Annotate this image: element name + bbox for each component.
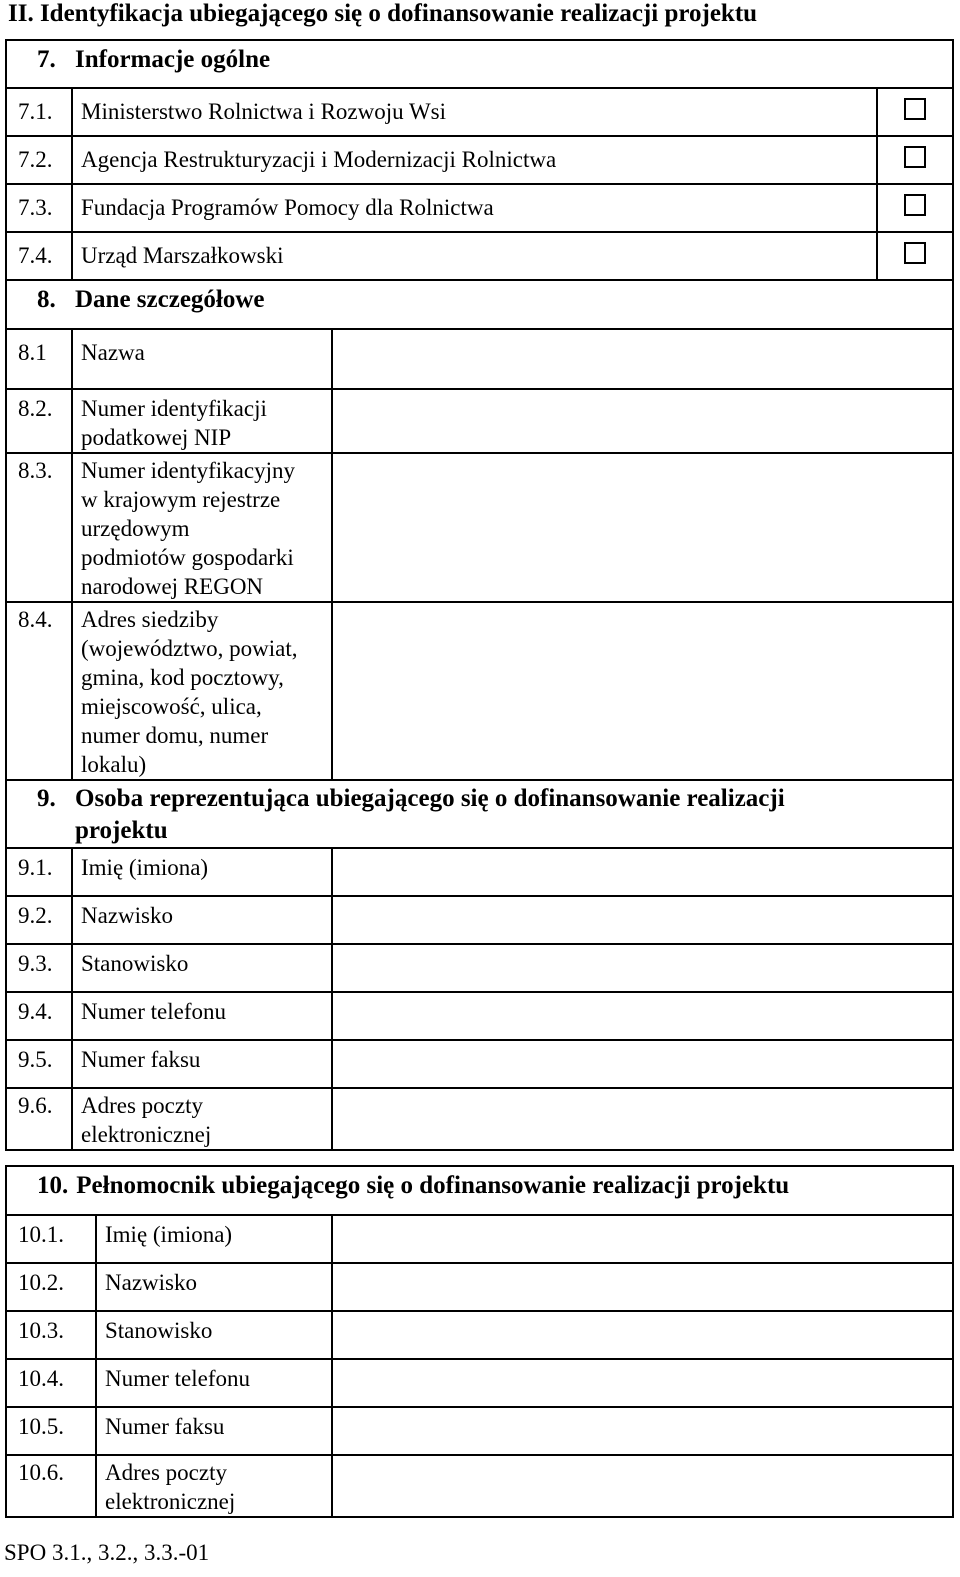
field-row bbox=[6, 453, 953, 602]
option-row bbox=[6, 136, 953, 184]
field-label: Numer telefonu bbox=[96, 1359, 332, 1407]
form-code-footer: SPO 3.1., 3.2., 3.3.-01 bbox=[4, 1540, 210, 1565]
item-number: 10.1. bbox=[6, 1215, 96, 1263]
field-row bbox=[6, 848, 953, 896]
item-number: 10.6. bbox=[6, 1455, 96, 1517]
option-row bbox=[6, 232, 953, 280]
item-number: 10.4. bbox=[6, 1359, 96, 1407]
nip-field[interactable] bbox=[332, 389, 953, 453]
item-number: 10.3. bbox=[6, 1311, 96, 1359]
checkbox-ministerstwo[interactable] bbox=[904, 98, 926, 120]
section-9-title bbox=[75, 783, 785, 847]
label-line: Adres poczty bbox=[81, 1093, 203, 1118]
item-number: 8.1 bbox=[6, 329, 72, 389]
label-line: podatkowej NIP bbox=[81, 425, 232, 450]
option-row bbox=[6, 88, 953, 136]
field-label: Stanowisko bbox=[96, 1311, 332, 1359]
stanowisko-field[interactable] bbox=[332, 944, 953, 992]
field-row bbox=[6, 1455, 953, 1517]
item-number: 8.2. bbox=[6, 389, 72, 453]
section-10-number: 10. bbox=[37, 1172, 69, 1199]
field-label bbox=[72, 602, 332, 780]
nazwa-field[interactable] bbox=[332, 329, 953, 389]
section-10-title: Pełnomocnik ubiegającego się o dofinansowanie realizacji projektu bbox=[76, 1172, 790, 1199]
adres-siedziby-field[interactable] bbox=[332, 602, 953, 780]
field-row bbox=[6, 602, 953, 780]
field-row bbox=[6, 1311, 953, 1359]
item-number: 9.1. bbox=[6, 848, 72, 896]
item-number: 8.4. bbox=[6, 602, 72, 780]
page-title: II. Identyfikacja ubiegającego się o dofinansowanie realizacji projektu bbox=[8, 0, 758, 27]
label-line: podmiotów gospodarki bbox=[81, 545, 294, 570]
option-label: Urząd Marszałkowski bbox=[72, 232, 877, 280]
label-line: elektronicznej bbox=[105, 1489, 236, 1514]
section-10-header bbox=[6, 1166, 953, 1215]
item-number: 9.4. bbox=[6, 992, 72, 1040]
title-line: Osoba reprezentująca ubiegającego się o dofinansowanie realizacji bbox=[75, 785, 785, 812]
field-label bbox=[72, 453, 332, 602]
pelnomocnik-nazwisko-field[interactable] bbox=[332, 1263, 953, 1311]
pelnomocnik-stanowisko-field[interactable] bbox=[332, 1311, 953, 1359]
label-line: Adres siedziby bbox=[81, 607, 219, 632]
section-7-title: Informacje ogólne bbox=[75, 46, 271, 73]
field-label bbox=[96, 1455, 332, 1517]
field-label: Imię (imiona) bbox=[96, 1215, 332, 1263]
label-line: lokalu) bbox=[81, 752, 147, 777]
label-line: (województwo, powiat, bbox=[81, 636, 298, 661]
item-number: 7.3. bbox=[6, 184, 72, 232]
item-number: 9.6. bbox=[6, 1088, 72, 1150]
section-7-header bbox=[6, 40, 953, 88]
label-line: Numer identyfikacyjny bbox=[81, 458, 295, 483]
item-number: 9.3. bbox=[6, 944, 72, 992]
option-row bbox=[6, 184, 953, 232]
field-row bbox=[6, 1359, 953, 1407]
label-line: miejscowość, ulica, bbox=[81, 694, 262, 719]
regon-field[interactable] bbox=[332, 453, 953, 602]
item-number: 10.2. bbox=[6, 1263, 96, 1311]
option-label: Agencja Restrukturyzacji i Modernizacji Rolnictwa bbox=[72, 136, 877, 184]
field-row bbox=[6, 944, 953, 992]
item-number: 7.2. bbox=[6, 136, 72, 184]
checkbox-urzad[interactable] bbox=[904, 242, 926, 264]
item-number: 7.1. bbox=[6, 88, 72, 136]
label-line: gmina, kod pocztowy, bbox=[81, 665, 284, 690]
field-row bbox=[6, 896, 953, 944]
field-row bbox=[6, 329, 953, 389]
field-label: Nazwa bbox=[72, 329, 332, 389]
option-label: Ministerstwo Rolnictwa i Rozwoju Wsi bbox=[72, 88, 877, 136]
option-label: Fundacja Programów Pomocy dla Rolnictwa bbox=[72, 184, 877, 232]
form-table-main bbox=[5, 39, 954, 1151]
field-row bbox=[6, 992, 953, 1040]
label-line: urzędowym bbox=[81, 516, 190, 541]
label-line: narodowej REGON bbox=[81, 574, 264, 599]
item-number: 8.3. bbox=[6, 453, 72, 602]
nazwisko-field[interactable] bbox=[332, 896, 953, 944]
imie-field[interactable] bbox=[332, 848, 953, 896]
field-label: Numer faksu bbox=[72, 1040, 332, 1088]
field-label bbox=[72, 1088, 332, 1150]
section-9-number: 9. bbox=[37, 785, 56, 812]
checkbox-fundacja[interactable] bbox=[904, 194, 926, 216]
item-number: 9.5. bbox=[6, 1040, 72, 1088]
field-row bbox=[6, 1040, 953, 1088]
field-row bbox=[6, 389, 953, 453]
pelnomocnik-telefon-field[interactable] bbox=[332, 1359, 953, 1407]
section-7-number: 7. bbox=[37, 46, 56, 73]
section-8-header bbox=[6, 280, 953, 329]
field-label: Imię (imiona) bbox=[72, 848, 332, 896]
field-row bbox=[6, 1407, 953, 1455]
label-line: Numer identyfikacji bbox=[81, 396, 267, 421]
pelnomocnik-email-field[interactable] bbox=[332, 1455, 953, 1517]
pelnomocnik-imie-field[interactable] bbox=[332, 1215, 953, 1263]
field-label bbox=[72, 389, 332, 453]
pelnomocnik-faks-field[interactable] bbox=[332, 1407, 953, 1455]
field-row bbox=[6, 1088, 953, 1150]
title-line: projektu bbox=[75, 817, 168, 844]
label-line: Adres poczty bbox=[105, 1460, 227, 1485]
section-8-title: Dane szczegółowe bbox=[75, 286, 265, 313]
telefon-field[interactable] bbox=[332, 992, 953, 1040]
field-label: Numer telefonu bbox=[72, 992, 332, 1040]
field-row bbox=[6, 1263, 953, 1311]
label-line: numer domu, numer bbox=[81, 723, 269, 748]
field-label: Nazwisko bbox=[96, 1263, 332, 1311]
field-row bbox=[6, 1215, 953, 1263]
checkbox-agencja[interactable] bbox=[904, 146, 926, 168]
label-line: w krajowym rejestrze bbox=[81, 487, 281, 512]
form-table-section-10 bbox=[5, 1165, 954, 1518]
field-label: Nazwisko bbox=[72, 896, 332, 944]
email-field[interactable] bbox=[332, 1088, 953, 1150]
faks-field[interactable] bbox=[332, 1040, 953, 1088]
field-label: Numer faksu bbox=[96, 1407, 332, 1455]
item-number: 9.2. bbox=[6, 896, 72, 944]
field-label: Stanowisko bbox=[72, 944, 332, 992]
item-number: 10.5. bbox=[6, 1407, 96, 1455]
label-line: elektronicznej bbox=[81, 1122, 212, 1147]
item-number: 7.4. bbox=[6, 232, 72, 280]
section-9-header bbox=[6, 780, 953, 848]
section-8-number: 8. bbox=[37, 286, 56, 313]
